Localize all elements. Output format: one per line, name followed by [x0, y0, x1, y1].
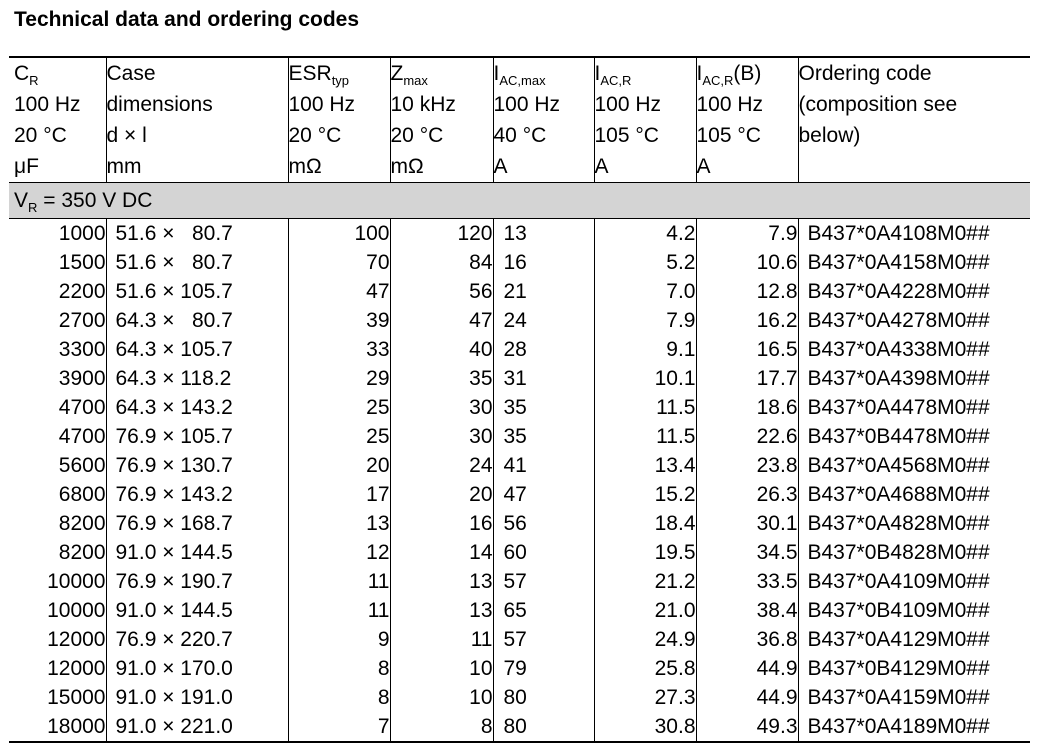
cell-esr: 25: [288, 422, 390, 451]
cell-iac-max: 79: [493, 654, 594, 683]
cell-ordering-code: B437*0A4688M0##: [798, 480, 1030, 509]
table-row: [9, 509, 1030, 538]
cell-capacitance: 3300: [58, 338, 106, 361]
cell-esr: 12: [288, 538, 390, 567]
table-row: [9, 422, 1030, 451]
cell-esr: 20: [288, 451, 390, 480]
cell-zmax: 11: [390, 625, 493, 654]
cell-capacitance: 12000: [47, 628, 106, 651]
cell-ordering-code: B437*0A4398M0##: [798, 364, 1030, 393]
cell-zmax: 47: [390, 306, 493, 335]
cell-esr: 70: [288, 248, 390, 277]
table-row: [9, 219, 1030, 249]
cell-capacitance: 8200: [58, 512, 106, 535]
cell-ordering-code: B437*0A4158M0##: [798, 248, 1030, 277]
cell-case-dimensions: 91.0 × 170.0: [106, 654, 288, 683]
cell-ordering-code: B437*0A4278M0##: [798, 306, 1030, 335]
cell-capacitance: 18000: [9, 712, 106, 742]
cell-iac-r: 4.2: [594, 219, 696, 249]
cell-ordering-code: B437*0A4159M0##: [798, 683, 1030, 712]
table-row: [9, 306, 1030, 335]
cell-case-dimensions: 51.6 × 80.7: [106, 248, 288, 277]
cell-iac-r: 21.0: [594, 596, 696, 625]
cell-esr: 39: [288, 306, 390, 335]
cell-case-dimensions: 51.6 × 105.7: [106, 277, 288, 306]
cell-iac-r-b: 49.3: [696, 712, 798, 742]
cell-iac-r: 27.3: [594, 683, 696, 712]
cell-capacitance: 8200: [58, 541, 106, 564]
page-title: Technical data and ordering codes: [14, 8, 360, 31]
cell-esr: 7: [288, 712, 390, 742]
cell-esr: 9: [288, 625, 390, 654]
cell-iac-max: 47: [493, 480, 594, 509]
cell-iac-r: 21.2: [594, 567, 696, 596]
cell-esr: 29: [288, 364, 390, 393]
cell-zmax: 40: [390, 335, 493, 364]
cell-iac-r: 30.8: [594, 712, 696, 742]
cell-iac-max: 41: [493, 451, 594, 480]
cell-capacitance: 2700: [58, 309, 106, 332]
voltage-group-row: [9, 183, 1030, 219]
cell-iac-max: 31: [493, 364, 594, 393]
table-row: [9, 248, 1030, 277]
cell-esr: 13: [288, 509, 390, 538]
cell-iac-r-b: 12.8: [696, 277, 798, 306]
cell-iac-r-b: 10.6: [696, 248, 798, 277]
cell-iac-r-b: 17.7: [696, 364, 798, 393]
cell-iac-max: 57: [493, 567, 594, 596]
cell-iac-max: 80: [493, 712, 594, 742]
cell-case-dimensions: 91.0 × 221.0: [106, 712, 288, 742]
cell-case-dimensions: 76.9 × 220.7: [106, 625, 288, 654]
cell-capacitance: 4700: [58, 396, 106, 419]
cell-iac-max: 80: [493, 683, 594, 712]
table-row: [9, 451, 1030, 480]
cell-iac-r: 19.5: [594, 538, 696, 567]
cell-capacitance: 5600: [58, 454, 106, 477]
header-iac-max: $I_{AC,max}$ 100 Hz 40 °C A: [493, 57, 594, 183]
cell-iac-r: 13.4: [594, 451, 696, 480]
cell-case-dimensions: 76.9 × 168.7: [106, 509, 288, 538]
cell-capacitance: 4700: [58, 425, 106, 448]
cell-zmax: 20: [390, 480, 493, 509]
cell-iac-max: 24: [493, 306, 594, 335]
cell-ordering-code: B437*0A4189M0##: [798, 712, 1030, 742]
cell-case-dimensions: 76.9 × 143.2: [106, 480, 288, 509]
cell-case-dimensions: 91.0 × 144.5: [106, 596, 288, 625]
table-row: [9, 335, 1030, 364]
cell-iac-r: 7.0: [594, 277, 696, 306]
cell-zmax: 35: [390, 364, 493, 393]
header-esr: $ESR_{typ}$ 100 Hz 20 °C mΩ: [288, 57, 390, 183]
table-row: [9, 480, 1030, 509]
table-row: [9, 364, 1030, 393]
cell-ordering-code: B437*0B4109M0##: [798, 596, 1030, 625]
cell-capacitance: 10000: [47, 599, 106, 622]
cell-zmax: 10: [390, 683, 493, 712]
cell-capacitance: 15000: [47, 686, 106, 709]
cell-iac-r: 7.9: [594, 306, 696, 335]
cell-capacitance: 12000: [47, 657, 106, 680]
cell-iac-r: 5.2: [594, 248, 696, 277]
cell-iac-max: 57: [493, 625, 594, 654]
cell-esr: 47: [288, 277, 390, 306]
cell-iac-max: 16: [493, 248, 594, 277]
cell-ordering-code: B437*0A4568M0##: [798, 451, 1030, 480]
cell-ordering-code: B437*0A4108M0##: [798, 219, 1030, 249]
cell-esr: 100: [288, 219, 390, 249]
cell-iac-max: 28: [493, 335, 594, 364]
table-row: [9, 567, 1030, 596]
cell-esr: 11: [288, 596, 390, 625]
cell-capacitance: 1000: [58, 222, 106, 245]
cell-zmax: 13: [390, 596, 493, 625]
cell-case-dimensions: 64.3 × 143.2: [106, 393, 288, 422]
cell-iac-r-b: 36.8: [696, 625, 798, 654]
cell-iac-r-b: 34.5: [696, 538, 798, 567]
cell-ordering-code: B437*0A4828M0##: [798, 509, 1030, 538]
cell-iac-r-b: 33.5: [696, 567, 798, 596]
cell-zmax: 30: [390, 393, 493, 422]
header-case: Case dimensions d × l mm: [106, 57, 288, 183]
cell-iac-max: 56: [493, 509, 594, 538]
cell-iac-max: 60: [493, 538, 594, 567]
header-ordering-code: Ordering code (composition see below): [798, 57, 1030, 183]
cell-iac-r: 11.5: [594, 393, 696, 422]
cell-ordering-code: B437*0B4828M0##: [798, 538, 1030, 567]
cell-iac-r: 18.4: [594, 509, 696, 538]
header-iac-r-b: $I_{AC,R}(B)$ 100 Hz 105 °C A: [696, 57, 798, 183]
cell-iac-r-b: 7.9: [696, 219, 798, 249]
cell-iac-max: 35: [493, 393, 594, 422]
cell-iac-max: 65: [493, 596, 594, 625]
table-body: [9, 219, 1030, 743]
cell-zmax: 16: [390, 509, 493, 538]
cell-iac-r-b: 18.6: [696, 393, 798, 422]
cell-esr: 25: [288, 393, 390, 422]
cell-iac-r: 15.2: [594, 480, 696, 509]
cell-esr: 11: [288, 567, 390, 596]
cell-esr: 8: [288, 654, 390, 683]
header-iac-r: $I_{AC,R}$ 100 Hz 105 °C A: [594, 57, 696, 183]
cell-esr: 33: [288, 335, 390, 364]
cell-capacitance: 2200: [58, 280, 106, 303]
cell-ordering-code: B437*0A4338M0##: [798, 335, 1030, 364]
cell-case-dimensions: 76.9 × 130.7: [106, 451, 288, 480]
header-cr: $C_R$ 100 Hz 20 °C μF: [9, 57, 106, 183]
cell-ordering-code: B437*0A4129M0##: [798, 625, 1030, 654]
cell-capacitance: 10000: [47, 570, 106, 593]
cell-ordering-code: B437*0A4478M0##: [798, 393, 1030, 422]
cell-case-dimensions: 64.3 × 118.2: [106, 364, 288, 393]
cell-capacitance: 3900: [58, 367, 106, 390]
voltage-group-label: $V_R = 350$ V DC: [9, 183, 1030, 219]
cell-zmax: 56: [390, 277, 493, 306]
cell-iac-r-b: 26.3: [696, 480, 798, 509]
table-row: [9, 683, 1030, 712]
cell-iac-r-b: 23.8: [696, 451, 798, 480]
cell-iac-r-b: 38.4: [696, 596, 798, 625]
cell-iac-r: 9.1: [594, 335, 696, 364]
cell-ordering-code: B437*0A4228M0##: [798, 277, 1030, 306]
table-row: [9, 654, 1030, 683]
cell-case-dimensions: 64.3 × 80.7: [106, 306, 288, 335]
header-zmax: $Z_{max}$ 10 kHz 20 °C mΩ: [390, 57, 493, 183]
cell-iac-r: 10.1: [594, 364, 696, 393]
table-row: [9, 393, 1030, 422]
table-header: [9, 57, 1030, 219]
table-row: [9, 596, 1030, 625]
table-row: [9, 277, 1030, 306]
cell-case-dimensions: 76.9 × 105.7: [106, 422, 288, 451]
cell-iac-r-b: 16.5: [696, 335, 798, 364]
table-row: [9, 538, 1030, 567]
cell-zmax: 10: [390, 654, 493, 683]
cell-zmax: 24: [390, 451, 493, 480]
cell-iac-r: 25.8: [594, 654, 696, 683]
cell-ordering-code: B437*0A4109M0##: [798, 567, 1030, 596]
cell-esr: 17: [288, 480, 390, 509]
cell-zmax: 120: [390, 219, 493, 249]
cell-capacitance: 1500: [58, 251, 106, 274]
technical-data-table: [9, 56, 1030, 743]
cell-ordering-code: B437*0B4478M0##: [798, 422, 1030, 451]
cell-iac-r-b: 44.9: [696, 654, 798, 683]
cell-case-dimensions: 64.3 × 105.7: [106, 335, 288, 364]
cell-iac-max: 21: [493, 277, 594, 306]
cell-esr: 8: [288, 683, 390, 712]
cell-iac-max: 13: [493, 219, 594, 249]
cell-ordering-code: B437*0B4129M0##: [798, 654, 1030, 683]
cell-zmax: 30: [390, 422, 493, 451]
cell-case-dimensions: 91.0 × 191.0: [106, 683, 288, 712]
cell-iac-max: 35: [493, 422, 594, 451]
cell-zmax: 8: [390, 712, 493, 742]
table-row: [9, 625, 1030, 654]
cell-zmax: 84: [390, 248, 493, 277]
cell-iac-r-b: 30.1: [696, 509, 798, 538]
cell-iac-r: 24.9: [594, 625, 696, 654]
table-row: [9, 712, 1030, 742]
cell-zmax: 14: [390, 538, 493, 567]
cell-iac-r-b: 22.6: [696, 422, 798, 451]
cell-case-dimensions: 76.9 × 190.7: [106, 567, 288, 596]
cell-capacitance: 6800: [58, 483, 106, 506]
cell-iac-r-b: 44.9: [696, 683, 798, 712]
cell-case-dimensions: 91.0 × 144.5: [106, 538, 288, 567]
cell-case-dimensions: 51.6 × 80.7: [106, 219, 288, 249]
cell-iac-r: 11.5: [594, 422, 696, 451]
cell-zmax: 13: [390, 567, 493, 596]
cell-iac-r-b: 16.2: [696, 306, 798, 335]
